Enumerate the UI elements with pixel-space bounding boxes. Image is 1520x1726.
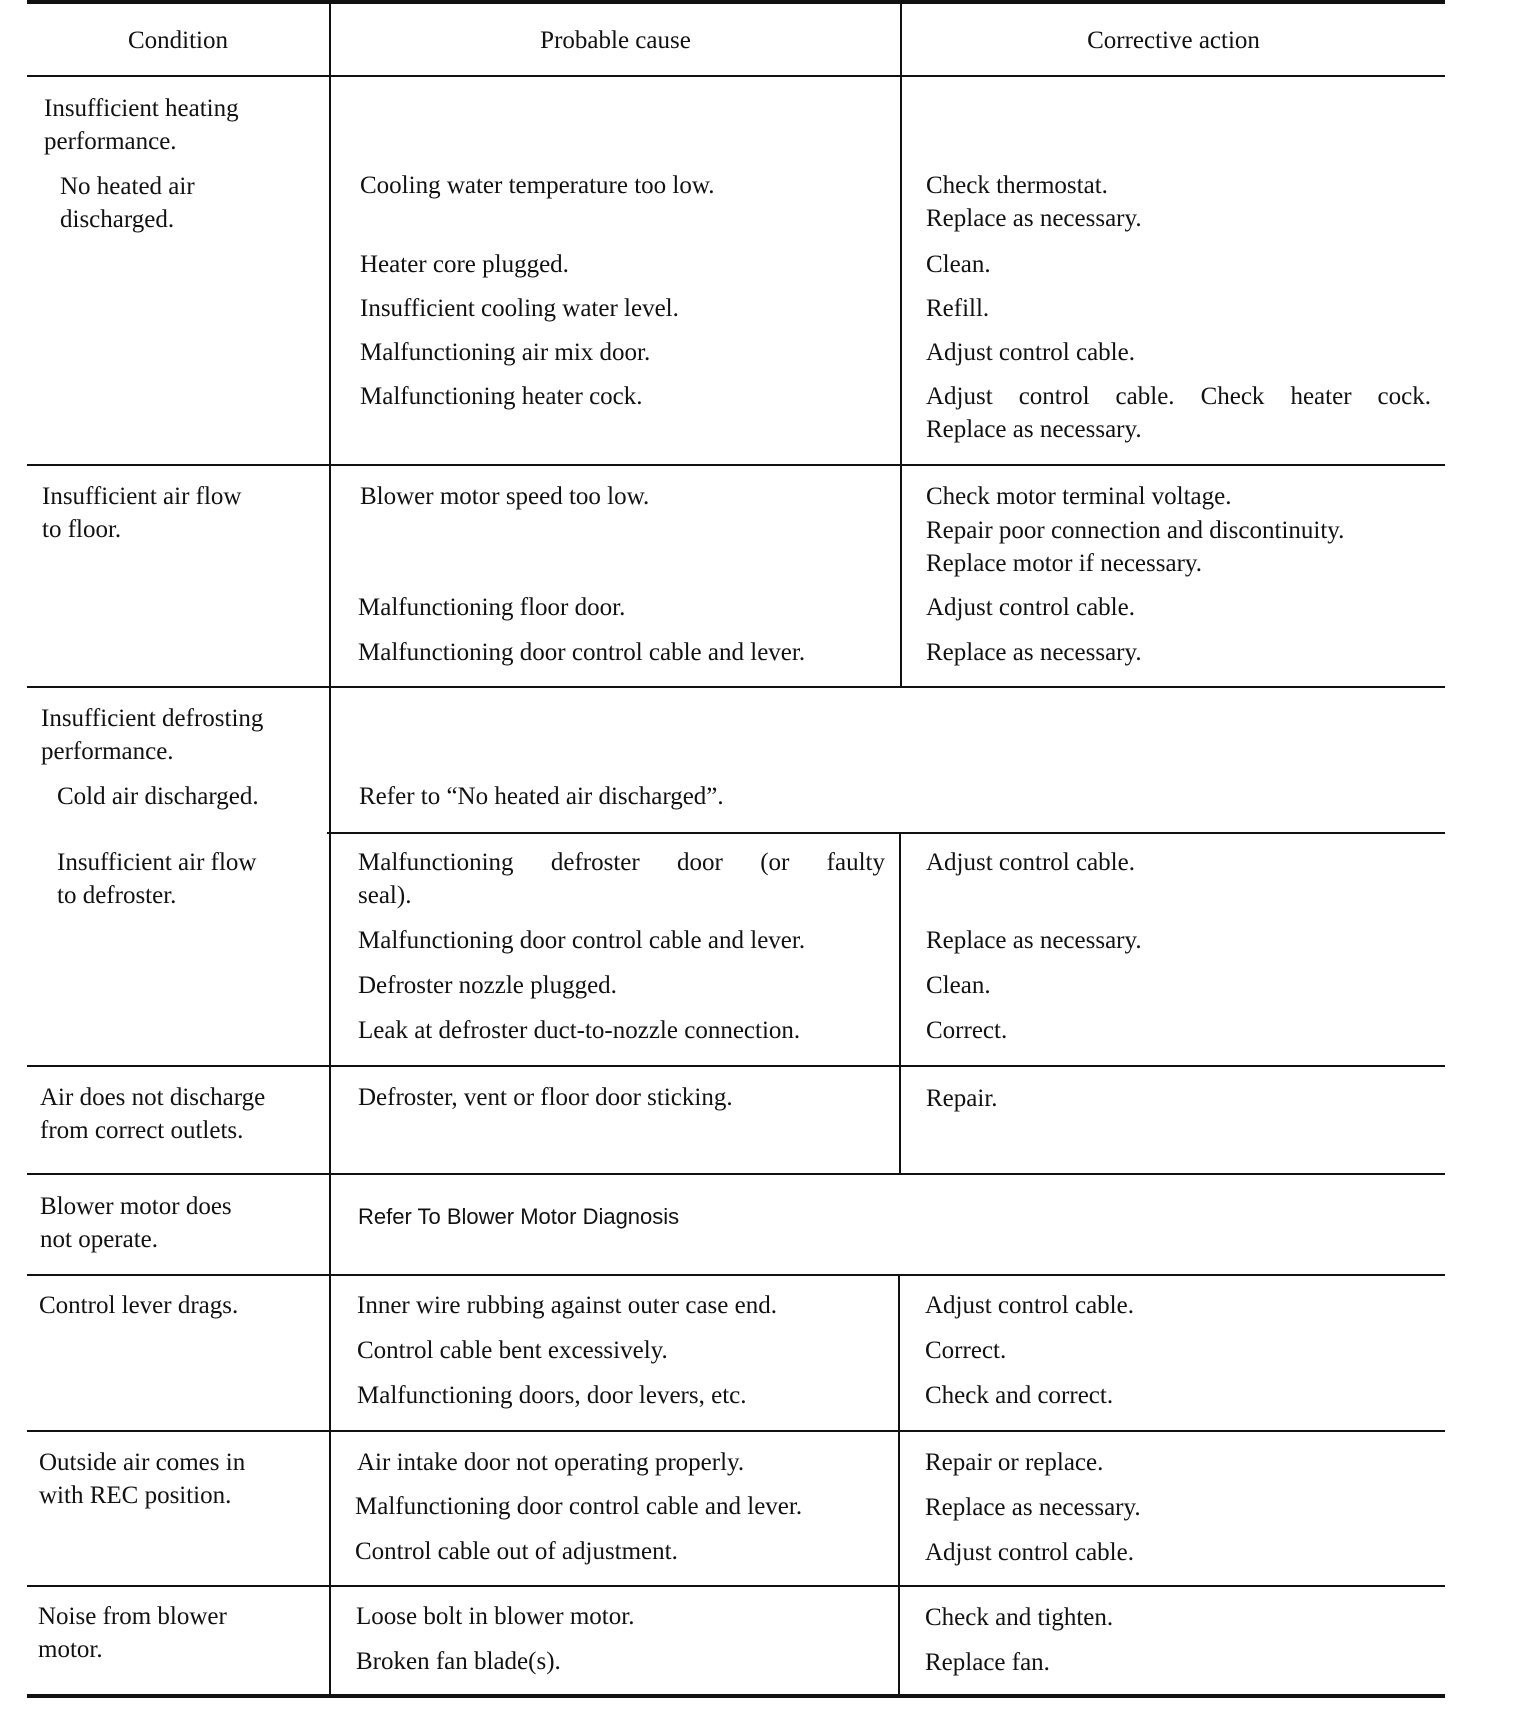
action-cell: Replace as necessary. bbox=[926, 416, 1142, 443]
cause-cell: Malfunctioning door control cable and lever. bbox=[358, 639, 806, 666]
row-rule bbox=[327, 832, 1445, 834]
cause-cell: Malfunctioning door control cable and lever. bbox=[358, 927, 806, 954]
action-cell: Replace motor if necessary. bbox=[926, 550, 1203, 577]
cause-cell: Malfunctioning defroster door (or faulty bbox=[358, 849, 885, 876]
action-cell: Adjust control cable. bbox=[926, 339, 1135, 366]
condition-cell: motor. bbox=[38, 1636, 103, 1663]
sub-condition-cell: Cold air discharged. bbox=[57, 783, 259, 810]
sub-condition-cell: to defroster. bbox=[57, 882, 177, 909]
table-bottom-rule bbox=[27, 1694, 1445, 1698]
action-cell: Repair. bbox=[926, 1085, 998, 1112]
cause-cell: Loose bolt in blower motor. bbox=[356, 1603, 635, 1630]
action-cell: Adjust control cable. bbox=[925, 1539, 1134, 1566]
row-rule bbox=[27, 464, 1445, 466]
cause-cell: Control cable bent excessively. bbox=[357, 1337, 668, 1364]
row-rule bbox=[27, 1585, 1445, 1587]
action-cell: Adjust control cable. Check heater cock. bbox=[926, 383, 1431, 410]
condition-cell: performance. bbox=[41, 738, 174, 765]
action-cell: Clean. bbox=[926, 251, 991, 278]
cause-cell: Malfunctioning doors, door levers, etc. bbox=[357, 1382, 747, 1409]
header-corrective-action: Corrective action bbox=[1087, 27, 1260, 54]
condition-cell: with REC position. bbox=[39, 1482, 232, 1509]
cause-cell: Defroster, vent or floor door sticking. bbox=[358, 1084, 733, 1111]
action-cell: Replace as necessary. bbox=[926, 639, 1142, 666]
cause-cell: Insufficient cooling water level. bbox=[360, 295, 679, 322]
troubleshooting-table bbox=[27, 0, 1445, 1720]
action-cell: Check and correct. bbox=[925, 1382, 1114, 1409]
action-cell: Replace fan. bbox=[925, 1649, 1050, 1676]
action-cell: Refill. bbox=[926, 295, 990, 322]
sub-condition-cell: No heated air bbox=[60, 173, 195, 200]
cause-cell: Malfunctioning heater cock. bbox=[360, 383, 643, 410]
condition-cell: not operate. bbox=[40, 1226, 159, 1253]
action-cell: Adjust control cable. bbox=[925, 1292, 1134, 1319]
column-rule bbox=[900, 0, 902, 686]
condition-cell: Insufficient heating bbox=[44, 95, 239, 122]
cause-cell: Refer To Blower Motor Diagnosis bbox=[358, 1204, 680, 1229]
row-rule bbox=[27, 1173, 1445, 1175]
action-cell: Clean. bbox=[926, 972, 991, 999]
condition-cell: Insufficient air flow bbox=[42, 483, 242, 510]
cause-cell: Malfunctioning door control cable and lever. bbox=[355, 1493, 803, 1520]
cause-cell: seal). bbox=[358, 882, 412, 909]
action-cell: Replace as necessary. bbox=[925, 1494, 1141, 1521]
condition-cell: Air does not discharge bbox=[40, 1084, 266, 1111]
action-cell: Correct. bbox=[925, 1337, 1007, 1364]
action-cell: Replace as necessary. bbox=[926, 205, 1142, 232]
condition-cell: Insufficient defrosting bbox=[41, 705, 264, 732]
cause-cell: Defroster nozzle plugged. bbox=[358, 972, 617, 999]
cause-cell: Blower motor speed too low. bbox=[360, 483, 650, 510]
row-rule bbox=[27, 1274, 1445, 1276]
cause-cell: Malfunctioning air mix door. bbox=[360, 339, 651, 366]
action-cell: Adjust control cable. bbox=[926, 849, 1135, 876]
table-top-rule bbox=[27, 0, 1445, 4]
cause-cell: Heater core plugged. bbox=[360, 251, 569, 278]
cause-cell: Inner wire rubbing against outer case end. bbox=[357, 1292, 777, 1319]
action-cell: Repair poor connection and discontinuity. bbox=[926, 517, 1345, 544]
sub-condition-cell: Insufficient air flow bbox=[57, 849, 257, 876]
column-rule bbox=[329, 0, 331, 1698]
sub-condition-cell: discharged. bbox=[60, 206, 175, 233]
action-cell: Check motor terminal voltage. bbox=[926, 483, 1232, 510]
cause-cell: Leak at defroster duct-to-nozzle connection. bbox=[358, 1017, 801, 1044]
action-cell: Correct. bbox=[926, 1017, 1008, 1044]
cause-cell: Cooling water temperature too low. bbox=[360, 172, 715, 199]
header-probable-cause: Probable cause bbox=[540, 27, 691, 54]
row-rule bbox=[27, 1065, 1445, 1067]
cause-cell: Malfunctioning floor door. bbox=[358, 594, 626, 621]
cause-cell: Broken fan blade(s). bbox=[356, 1648, 561, 1675]
action-cell: Check thermostat. bbox=[926, 172, 1108, 199]
condition-cell: performance. bbox=[44, 128, 177, 155]
condition-cell: Blower motor does bbox=[40, 1193, 232, 1220]
row-rule bbox=[27, 686, 1445, 688]
action-cell: Adjust control cable. bbox=[926, 594, 1135, 621]
column-rule bbox=[898, 1274, 900, 1694]
action-cell: Replace as necessary. bbox=[926, 927, 1142, 954]
column-rule bbox=[899, 832, 901, 1173]
cause-cell: Refer to “No heated air discharged”. bbox=[359, 783, 724, 810]
header-bottom-rule bbox=[27, 75, 1445, 77]
action-cell: Check and tighten. bbox=[925, 1604, 1114, 1631]
cause-cell: Air intake door not operating properly. bbox=[357, 1449, 745, 1476]
condition-cell: Noise from blower bbox=[38, 1603, 227, 1630]
action-cell: Repair or replace. bbox=[925, 1449, 1104, 1476]
condition-cell: to floor. bbox=[42, 516, 122, 543]
condition-cell: from correct outlets. bbox=[40, 1117, 244, 1144]
condition-cell: Outside air comes in bbox=[39, 1449, 246, 1476]
header-condition: Condition bbox=[127, 27, 228, 54]
condition-cell: Control lever drags. bbox=[39, 1292, 239, 1319]
row-rule bbox=[27, 1430, 1445, 1432]
cause-cell: Control cable out of adjustment. bbox=[355, 1538, 678, 1565]
